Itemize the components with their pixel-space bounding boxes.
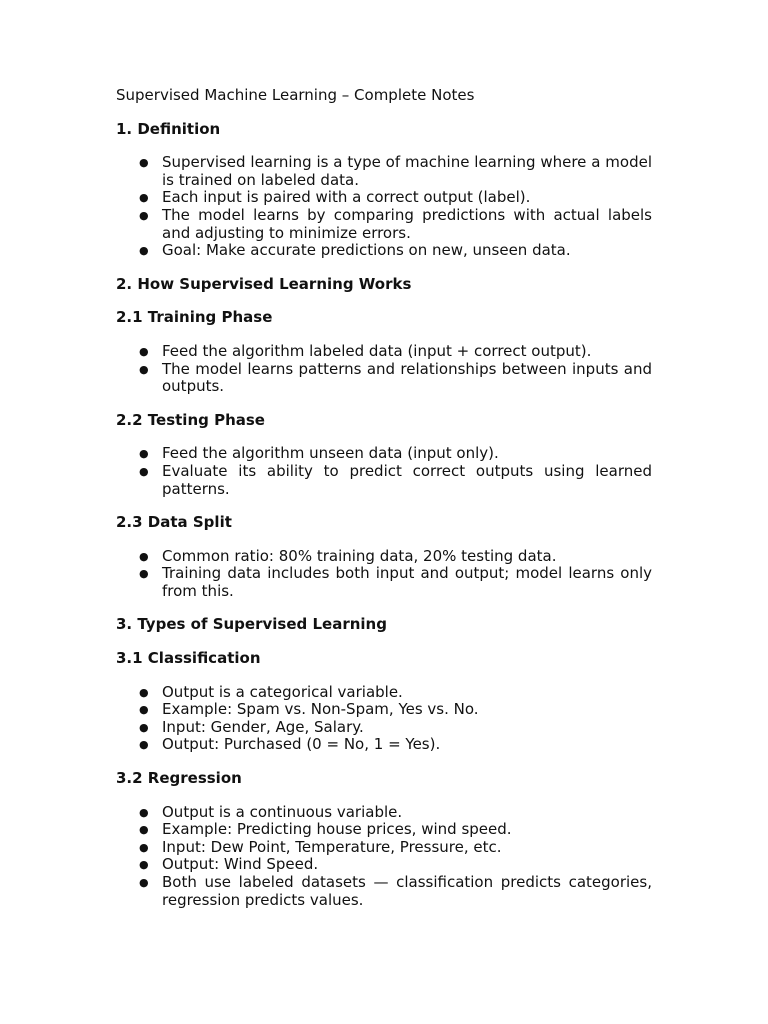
bullet-icon: ● [139,362,149,376]
list-item: ● Feed the algorithm unseen data (input only). [139,444,499,463]
subsection-heading-testing: 2.2 Testing Phase [116,410,265,429]
list-item: ● Example: Spam vs. Non-Spam, Yes vs. No. [139,700,479,719]
bullet-icon: ● [139,738,149,752]
bullet-icon: ● [139,208,149,222]
list-item: ● Supervised learning is a type of machine learning where a model is trained on labeled data. [139,153,652,189]
list-item: ● Output is a continuous variable. [139,802,403,821]
list-item: ● Goal: Make accurate predictions on new, unseen data. [139,241,571,260]
definition-list [116,154,652,260]
regression-list [116,804,652,910]
list-item: ● Example: Predicting house prices, wind speed. [139,820,512,839]
classification-list [116,684,652,754]
section-heading-types: 3. Types of Supervised Learning [116,615,387,634]
document-page [116,87,652,925]
bullet-icon: ● [139,840,149,854]
list-item: ● Input: Dew Point, Temperature, Pressure, etc. [139,837,502,856]
bullet-icon: ● [139,720,149,734]
subsection-heading-classification: 3.1 Classification [116,649,261,668]
list-item: ● Feed the algorithm labeled data (input + correct output). [139,341,592,360]
bullet-icon: ● [139,567,149,581]
data-split-list [116,548,652,601]
bullet-icon: ● [139,549,149,563]
list-item: ● The model learns patterns and relationships between inputs and outputs. [139,359,652,396]
list-item: ● The model learns by comparing predictions with actual labels and adjusting to minimize errors. [139,205,652,242]
list-item: ● Each input is paired with a correct output (label). [139,188,531,207]
list-item: ● Both use labeled datasets — classification predicts categories, regression predicts values. [139,873,652,909]
list-item: ● Output is a categorical variable. [139,682,403,701]
subsection-heading-data-split: 2.3 Data Split [116,513,232,532]
list-item: ● Evaluate its ability to predict correct outputs using learned patterns. [139,461,652,498]
section-heading-definition: 1. Definition [116,119,221,138]
subsection-heading-regression: 3.2 Regression [116,769,242,788]
document-title: Supervised Machine Learning – Complete Notes [116,86,475,104]
bullet-icon: ● [139,156,149,170]
bullet-icon: ● [139,344,149,358]
bullet-icon: ● [139,858,149,872]
list-item: ● Common ratio: 80% training data, 20% testing data. [139,546,557,565]
bullet-icon: ● [139,823,149,837]
list-item: ● Output: Wind Speed. [139,855,319,874]
training-list [116,343,652,396]
testing-list [116,445,652,498]
bullet-icon: ● [139,191,149,205]
bullet-icon: ● [139,685,149,699]
subsection-heading-training: 2.1 Training Phase [116,308,273,327]
bullet-icon: ● [139,464,149,478]
bullet-icon: ● [139,244,149,258]
bullet-icon: ● [139,703,149,717]
list-item: ● Output: Purchased (0 = No, 1 = Yes). [139,735,441,754]
list-item: ● Input: Gender, Age, Salary. [139,717,364,736]
bullet-icon: ● [139,805,149,819]
bullet-icon: ● [139,876,149,889]
bullet-icon: ● [139,447,149,461]
list-item: ● Training data includes both input and output; model learns only from this. [139,564,652,600]
section-heading-how-it-works: 2. How Supervised Learning Works [116,274,412,293]
